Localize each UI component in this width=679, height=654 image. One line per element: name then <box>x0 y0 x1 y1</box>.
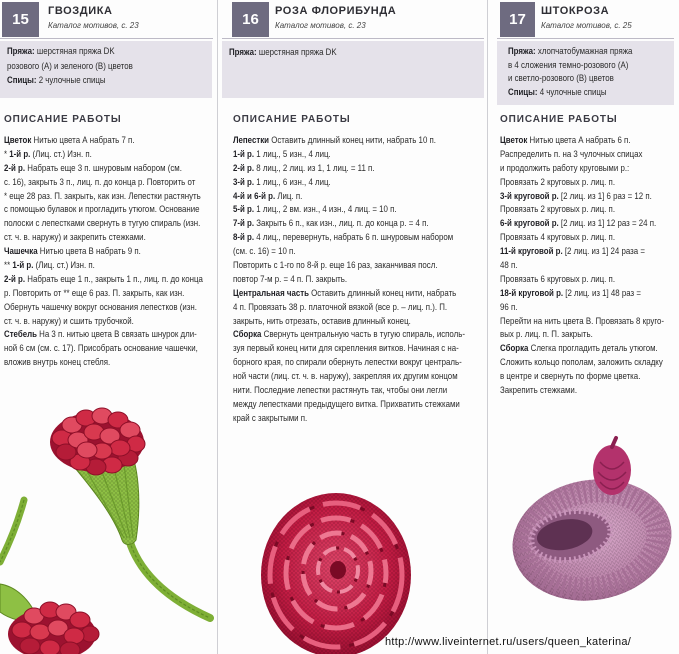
materials-line <box>508 86 632 100</box>
line-text: Обернуть чашечку вокруг основания лепестков (изн. <box>4 301 197 313</box>
bold-label: 2-й р. <box>4 273 26 285</box>
line-text: 1 лиц., 5 изн., 4 лиц. <box>254 148 331 160</box>
instruction-line <box>233 203 465 217</box>
line-text: (см. с. 16) = 10 п. <box>233 246 296 258</box>
pattern-title: РОЗА ФЛОРИБУНДА <box>275 5 397 17</box>
marker-text: ** <box>4 260 13 272</box>
line-text: 1 лиц., 2 вм. изн., 4 изн., 4 лиц. = 10 п. <box>254 204 397 216</box>
line-text: повтор 7-м р. = 4 п. П. закрыть. <box>233 273 348 285</box>
line-text: и продолжить работу круговыми р.: <box>500 162 630 174</box>
bold-label: 1-й р. <box>233 148 255 160</box>
line-text: ст. ч. в. наружу) и закрепить стежками. <box>4 232 146 244</box>
line-text: ной части (лиц. ст. ч. в. наружу), закрепляя их другим концом <box>233 371 458 383</box>
line-text: Нитью цвета А набрать 7 п. <box>31 135 135 146</box>
line-text: Набрать еще 1 п., закрыть 1 п., лиц. п. до конца <box>25 273 203 285</box>
header-rule <box>222 38 484 39</box>
instruction-line <box>4 315 203 329</box>
instruction-line <box>4 273 203 287</box>
line-text: Набрать еще 3 п. шнуровым набором (см. <box>25 162 182 174</box>
bold-label: Стебель <box>4 329 37 341</box>
line-text: и светло-розового (В) цветов <box>508 73 614 85</box>
bold-label: Лепестки <box>233 135 270 146</box>
line-text: с помощью булавок и прогладить утюгом. Основание <box>4 204 200 216</box>
instruction-line <box>500 259 664 273</box>
instruction-line <box>500 287 664 301</box>
line-text: Перейти на нить цвета В. Провязать 8 круго- <box>500 315 665 327</box>
line-text: Лиц. п. <box>275 190 303 202</box>
bold-label: 3-й круговой р. <box>500 190 559 202</box>
line-text: Нитью цвета В набрать 9 п. <box>37 246 141 258</box>
instruction-line <box>4 342 203 356</box>
line-text: р. Повторить от ** еще 6 раз. П. закрыть, как изн. <box>4 287 185 299</box>
line-text: вложив внутрь конец стебля. <box>4 357 111 369</box>
materials-line <box>229 46 337 60</box>
line-text: 4 п. Провязать 38 р. платочной вязкой (все р. – лиц. п.). П. <box>233 301 448 313</box>
pattern-number-badge: 16 <box>232 2 269 37</box>
instruction-line <box>233 245 465 259</box>
line-text: Слегка прогладить деталь утюгом. <box>528 343 658 355</box>
instruction-line <box>4 217 203 231</box>
line-text: розового (А) и зеленого (В) цветов <box>7 60 133 72</box>
instruction-line <box>500 190 664 204</box>
line-text: Оставить длинный конец нити, набрать 10 п. <box>269 135 436 146</box>
instruction-line <box>4 134 203 148</box>
column-divider <box>217 0 218 654</box>
line-text: ст. ч. в. наружу) и сшить трубочкой. <box>4 315 134 327</box>
instruction-line <box>233 384 465 398</box>
instruction-line <box>4 287 203 301</box>
instruction-line <box>233 273 465 287</box>
line-text: (Лиц. ст.) Изн. п. <box>33 260 95 272</box>
materials-line <box>7 60 133 75</box>
line-text: * еще 28 раз. П. закрыть, как изн. Лепестки растянуть <box>4 190 201 202</box>
bold-label: Спицы: <box>7 75 37 86</box>
line-text: в 4 сложения темно-розового (А) <box>508 59 629 71</box>
section-heading: ОПИСАНИЕ РАБОТЫ <box>4 114 122 125</box>
instructions-text <box>233 134 486 426</box>
instruction-line <box>233 412 465 426</box>
watermark-url: http://www.liveinternet.ru/users/queen_katerina/ <box>385 636 632 648</box>
instruction-line <box>233 398 465 412</box>
instruction-line <box>500 148 664 162</box>
instruction-line <box>4 203 203 217</box>
instruction-line <box>500 134 664 148</box>
line-text: ной 6 см (см. с. 17). Присобрать основание чашечки, <box>4 343 198 355</box>
line-text: шерстяная пряжа DK <box>256 47 337 58</box>
instruction-line <box>233 259 465 273</box>
instruction-line <box>500 356 664 370</box>
instruction-line <box>500 203 664 217</box>
bold-label: Сборка <box>500 343 529 355</box>
line-text: борного края, по спирали обернуть лепестки вокруг централь- <box>233 357 462 369</box>
materials-list <box>7 45 159 89</box>
instruction-line <box>500 328 664 342</box>
instruction-line <box>233 190 465 204</box>
line-text: Повторить с 1-го по 8-й р. еще 16 раз, заканчивая посл. <box>233 260 438 272</box>
bold-label: 3-й р. <box>233 176 255 188</box>
instruction-line <box>500 231 664 245</box>
bold-label: Пряжа: <box>229 47 257 58</box>
line-text: [2 лиц. из 1] 6 раз = 12 п. <box>558 190 652 202</box>
materials-line <box>508 72 632 86</box>
header-rule <box>497 38 674 39</box>
catalog-reference: Каталог мотивов, с. 25 <box>541 21 632 30</box>
instruction-line <box>233 356 465 370</box>
bold-label: Чашечка <box>4 246 38 258</box>
bold-label: 1-й р. <box>12 260 34 272</box>
bold-label: 1-й р. <box>9 148 31 160</box>
line-text: вых р. лиц. п. П. закрыть. <box>500 329 593 341</box>
catalog-reference: Каталог мотивов, с. 23 <box>48 21 139 30</box>
line-text: Закрыть 6 п., как изн., лиц. п. до конца р. = 4 п. <box>254 218 429 230</box>
line-text: хлопчатобумажная пряжа <box>535 46 633 57</box>
bold-label: Цветок <box>4 135 32 146</box>
line-text: Провязать 4 круговых р. лиц. п. <box>500 232 616 244</box>
bold-label: 2-й р. <box>4 162 26 174</box>
instruction-line <box>500 217 664 231</box>
pattern-column-carnation <box>0 0 216 654</box>
materials-list <box>508 45 658 100</box>
bold-label: Пряжа: <box>7 46 35 57</box>
bold-label: 5-й р. <box>233 204 255 216</box>
pattern-title: ШТОКРОЗА <box>541 5 610 17</box>
instruction-line <box>233 134 465 148</box>
materials-line <box>508 45 632 59</box>
instruction-line <box>233 217 465 231</box>
instruction-line <box>500 384 664 398</box>
line-text: полоски с лепестками свернуть в тугую спираль (изн. <box>4 218 201 230</box>
bold-label: 4-й и 6-й р. <box>233 190 276 202</box>
instruction-line <box>500 370 664 384</box>
line-text: 8 лиц., 2 лиц. из 1, 1 лиц. = 11 п. <box>254 162 375 174</box>
section-heading: ОПИСАНИЕ РАБОТЫ <box>233 114 351 125</box>
catalog-reference: Каталог мотивов, с. 23 <box>275 21 366 30</box>
pattern-number-badge: 17 <box>500 2 535 37</box>
bold-label: Цветок <box>500 135 528 146</box>
line-text: Закрепить стежками. <box>500 385 578 397</box>
instruction-line <box>233 342 465 356</box>
instruction-line <box>233 301 465 315</box>
line-text: 1 лиц., 6 изн., 4 лиц. <box>254 176 331 188</box>
materials-line <box>508 59 632 73</box>
line-text: 4 лиц., перевернуть, набрать 6 п. шнуровым набором <box>254 232 454 244</box>
line-text: Оставить длинный конец нити, набрать <box>308 287 457 299</box>
line-text: (Лиц. ст.) Изн. п. <box>30 148 92 160</box>
instruction-line <box>500 176 664 190</box>
line-text: [2 лиц. из 1] 48 раз = <box>563 287 641 299</box>
line-text: 48 п. <box>500 260 518 272</box>
instruction-line <box>4 190 203 204</box>
bold-label: 7-й р. <box>233 218 255 230</box>
line-text: Сложить кольцо пополам, заложить складку <box>500 357 663 369</box>
line-text: край с закрытыми п. <box>233 412 308 424</box>
pattern-column-floribunda-rose <box>219 0 486 654</box>
instruction-line <box>500 273 664 287</box>
instruction-line <box>4 148 203 162</box>
instruction-line <box>500 245 664 259</box>
line-text: с. 16), закрыть 3 п., лиц. п. до конца р. Повторить от <box>4 176 196 188</box>
line-text: Свернуть центральную часть в тугую спираль, исполь- <box>261 329 465 341</box>
instruction-line <box>4 176 203 190</box>
instruction-line <box>4 301 203 315</box>
bold-label: Пряжа: <box>508 46 536 57</box>
line-text: между лепестками предыдущего витка. Прихватить стежками <box>233 398 460 410</box>
instruction-line <box>233 176 465 190</box>
instruction-line <box>233 328 465 342</box>
instruction-line <box>4 259 203 273</box>
instructions-text <box>500 134 679 398</box>
bold-label: 8-й р. <box>233 232 255 244</box>
instruction-line <box>233 231 465 245</box>
bold-label: 2-й р. <box>233 162 255 174</box>
line-text: закрыть, нить отрезать, оставив длинный конец. <box>233 315 411 327</box>
line-text: [2 лиц. из 1] 12 раз = 24 п. <box>558 218 657 230</box>
instruction-line <box>4 162 203 176</box>
bold-label: Центральная часть <box>233 287 309 299</box>
instruction-line <box>233 148 465 162</box>
pattern-title: ГВОЗДИКА <box>48 5 113 17</box>
materials-list <box>229 46 359 60</box>
line-text: нити. Последние лепестки растянуть так, чтобы они легли <box>233 385 448 397</box>
line-text: На 3 п. нитью цвета В связать шнурок дли- <box>36 329 197 341</box>
line-text: 2 чулочные спицы <box>36 75 106 86</box>
instruction-line <box>500 342 664 356</box>
header-rule <box>0 38 213 39</box>
bold-label: Сборка <box>233 329 262 341</box>
materials-line <box>7 74 133 89</box>
instruction-line <box>500 315 664 329</box>
line-text: в центре и свернуть по форме цветка. <box>500 371 641 383</box>
bold-label: 11-й круговой р. <box>500 246 563 258</box>
bold-label: Спицы: <box>508 87 538 99</box>
instruction-line <box>4 328 203 342</box>
instruction-line <box>233 162 465 176</box>
instruction-line <box>4 356 203 370</box>
instruction-line <box>233 370 465 384</box>
line-text: Провязать 2 круговых р. лиц. п. <box>500 176 616 188</box>
bold-label: 6-й круговой р. <box>500 218 559 230</box>
line-text: Провязать 2 круговых р. лиц. п. <box>500 204 616 216</box>
line-text: 4 чулочные спицы <box>537 87 607 99</box>
pattern-number-badge: 15 <box>2 2 39 37</box>
instructions-text <box>4 134 216 370</box>
instruction-line <box>4 231 203 245</box>
line-text: Провязать 6 круговых р. лиц. п. <box>500 273 616 285</box>
line-text: 96 п. <box>500 301 518 313</box>
line-text: [2 лиц. из 1] 24 раза = <box>562 246 645 258</box>
bold-label: 18-й круговой р. <box>500 287 564 299</box>
line-text: зуя первый конец нити для скрепления витков. Начиная с на- <box>233 343 459 355</box>
instruction-line <box>500 301 664 315</box>
instruction-line <box>500 162 664 176</box>
marker-text: * <box>4 148 10 160</box>
materials-line <box>7 45 133 60</box>
line-text: Распределить п. на 3 чулочных спицах <box>500 148 643 160</box>
line-text: Нитью цвета А набрать 6 п. <box>527 135 631 146</box>
section-heading: ОПИСАНИЕ РАБОТЫ <box>500 114 618 125</box>
line-text: шерстяная пряжа DK <box>34 46 115 57</box>
pattern-column-hollyhock <box>488 0 679 654</box>
instruction-line <box>233 287 465 301</box>
instruction-line <box>4 245 203 259</box>
instruction-line <box>233 315 465 329</box>
